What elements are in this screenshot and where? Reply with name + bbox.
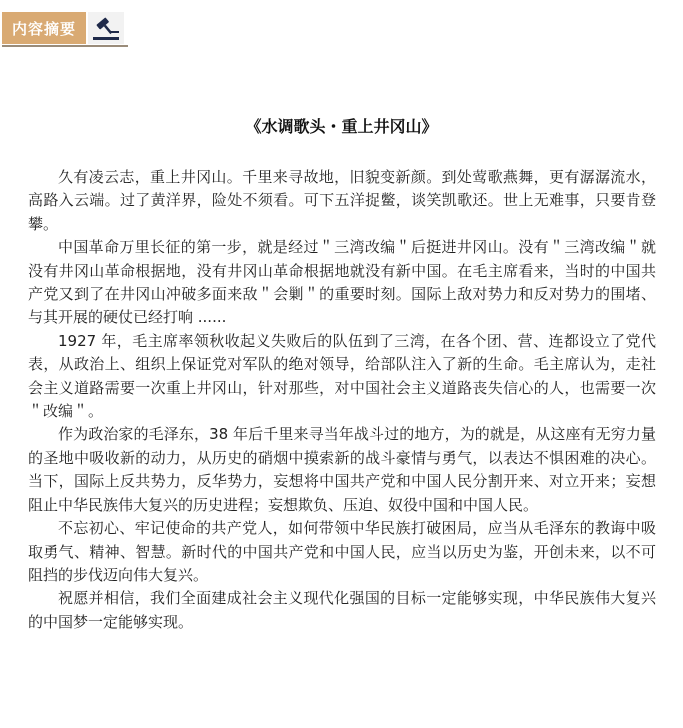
section-header (2, 12, 124, 44)
paragraph-2: 中国革命万里长征的第一步，就是经过＂三湾改编＂后挺进井冈山。没有＂三湾改编＂就没有井冈山革命根据地，没有井冈山革命根据地就没有新中国。在毛主席看来，当时的中国共产党又到了在井冈山冲破多面来敌＂会剿＂的重要时刻。国际上敌对势力和反对势力的围堵、与其开展的硬仗已经打响 ...... (28, 238, 656, 327)
paragraph-5: 不忘初心、牢记使命的共产党人，如何带领中华民族打破困局，应当从毛泽东的教诲中吸取勇气、精神、智慧。新时代的中国共产党和中国人民，应当以历史为鉴，开创未来，以不可阻挡的步伐迈向伟大复兴。 (28, 519, 656, 584)
paragraph-4: 作为政治家的毛泽东，38 年后千里来寻当年战斗过的地方，为的就是，从这座有无穷力量的圣地中吸收新的动力，从历史的硝烟中摸索新的战斗豪情与勇气，以表达不惧困难的决心。当下，国际上反共势力，反华势力，妄想将中国共产党和中国人民分割开来、对立开来；妄想阻止中华民族伟大复兴的历史进程；妄想欺负、压迫、奴役中国和中国人民。 (28, 425, 656, 514)
paragraph-6: 祝愿并相信，我们全面建成社会主义现代化强国的目标一定能够实现，中华民族伟大复兴的中国梦一定能够实现。 (28, 589, 656, 631)
section-badge-label: 内容摘要 (12, 19, 77, 38)
header-underline (2, 45, 128, 47)
article-body (28, 166, 656, 634)
article-title: 《水调歌头・重上井冈山》 (245, 117, 438, 136)
gavel-icon-box (88, 12, 124, 44)
gavel-icon (91, 15, 121, 41)
paragraph-3: 1927 年，毛主席率领秋收起义失败后的队伍到了三湾，在各个团、营、连都设立了党代表，从政治上、组织上保证党对军队的绝对领导，给部队注入了新的生命。毛主席认为，走社会主义道路需要一次重上井冈山，针对那些，对中国社会主义道路丧失信心的人，也需要一次＂改编＂。 (28, 331, 656, 421)
paragraph-1: 久有凌云志，重上井冈山。千里来寻故地，旧貌变新颜。到处莺歌燕舞，更有潺潺流水，高路入云端。过了黄洋界，险处不须看。可下五洋捉鳖，谈笑凯歌还。世上无难事，只要肯登攀。 (28, 168, 656, 233)
section-badge (2, 12, 86, 44)
